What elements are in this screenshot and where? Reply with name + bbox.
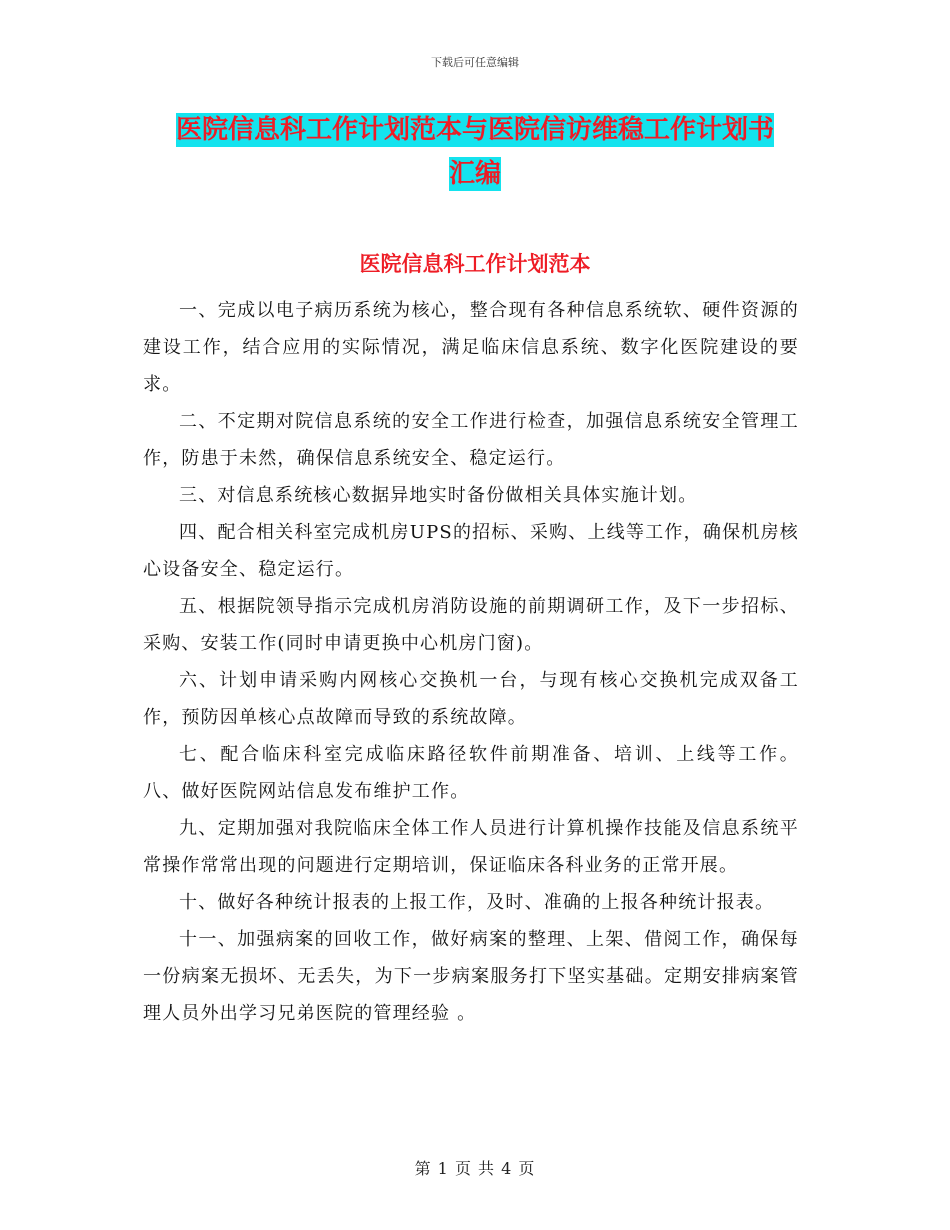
paragraph-2: 二、不定期对院信息系统的安全工作进行检查，加强信息系统安全管理工作，防患于未然，确保信息系统安全、稳定运行。 xyxy=(143,411,799,469)
title-line-2: 汇编 xyxy=(448,159,501,189)
document-title xyxy=(0,108,950,196)
paragraph-1: 一、完成以电子病历系统为核心，整合现有各种信息系统软、硬件资源的建设工作，结合应用的实际情况，满足临床信息系统、数字化医院建设的要求。 xyxy=(143,300,799,395)
paragraph-10: 十一、加强病案的回收工作，做好病案的整理、上架、借阅工作，确保每一份病案无损坏、无丢失，为下一步病案服务打下坚实基础。定期安排病案管理人员外出学习兄弟医院的管理经验 。 xyxy=(143,929,799,1024)
page-footer: 第 1 页 共 4 页 xyxy=(414,1159,536,1178)
paragraph-3: 三、对信息系统核心数据异地实时备份做相关具体实施计划。 xyxy=(179,485,698,506)
header-note: 下载后可任意编辑 xyxy=(431,56,519,69)
paragraph-4: 四、配合相关科室完成机房UPS的招标、采购、上线等工作，确保机房核心设备安全、稳定运行。 xyxy=(143,522,799,580)
paragraph-7: 七、配合临床科室完成临床路径软件前期准备、培训、上线等工作。 八、做好医院网站信息发布维护工作。 xyxy=(143,744,799,802)
paragraph-9: 十、做好各种统计报表的上报工作，及时、准确的上报各种统计报表。 xyxy=(179,892,775,913)
body-text xyxy=(143,292,799,1032)
paragraph-6: 六、计划申请采购内网核心交换机一台，与现有核心交换机完成双备工作，预防因单核心点故障而导致的系统故障。 xyxy=(143,670,799,728)
section-title: 医院信息科工作计划范本 xyxy=(359,252,591,276)
paragraph-8: 九、定期加强对我院临床全体工作人员进行计算机操作技能及信息系统平常操作常常出现的问题进行定期培训，保证临床各科业务的正常开展。 xyxy=(143,818,799,876)
title-line-1: 医院信息科工作计划范本与医院信访维稳工作计划书 xyxy=(175,115,774,145)
paragraph-5: 五、根据院领导指示完成机房消防设施的前期调研工作，及下一步招标、采购、安装工作(同时申请更换中心机房门窗)。 xyxy=(143,596,799,654)
